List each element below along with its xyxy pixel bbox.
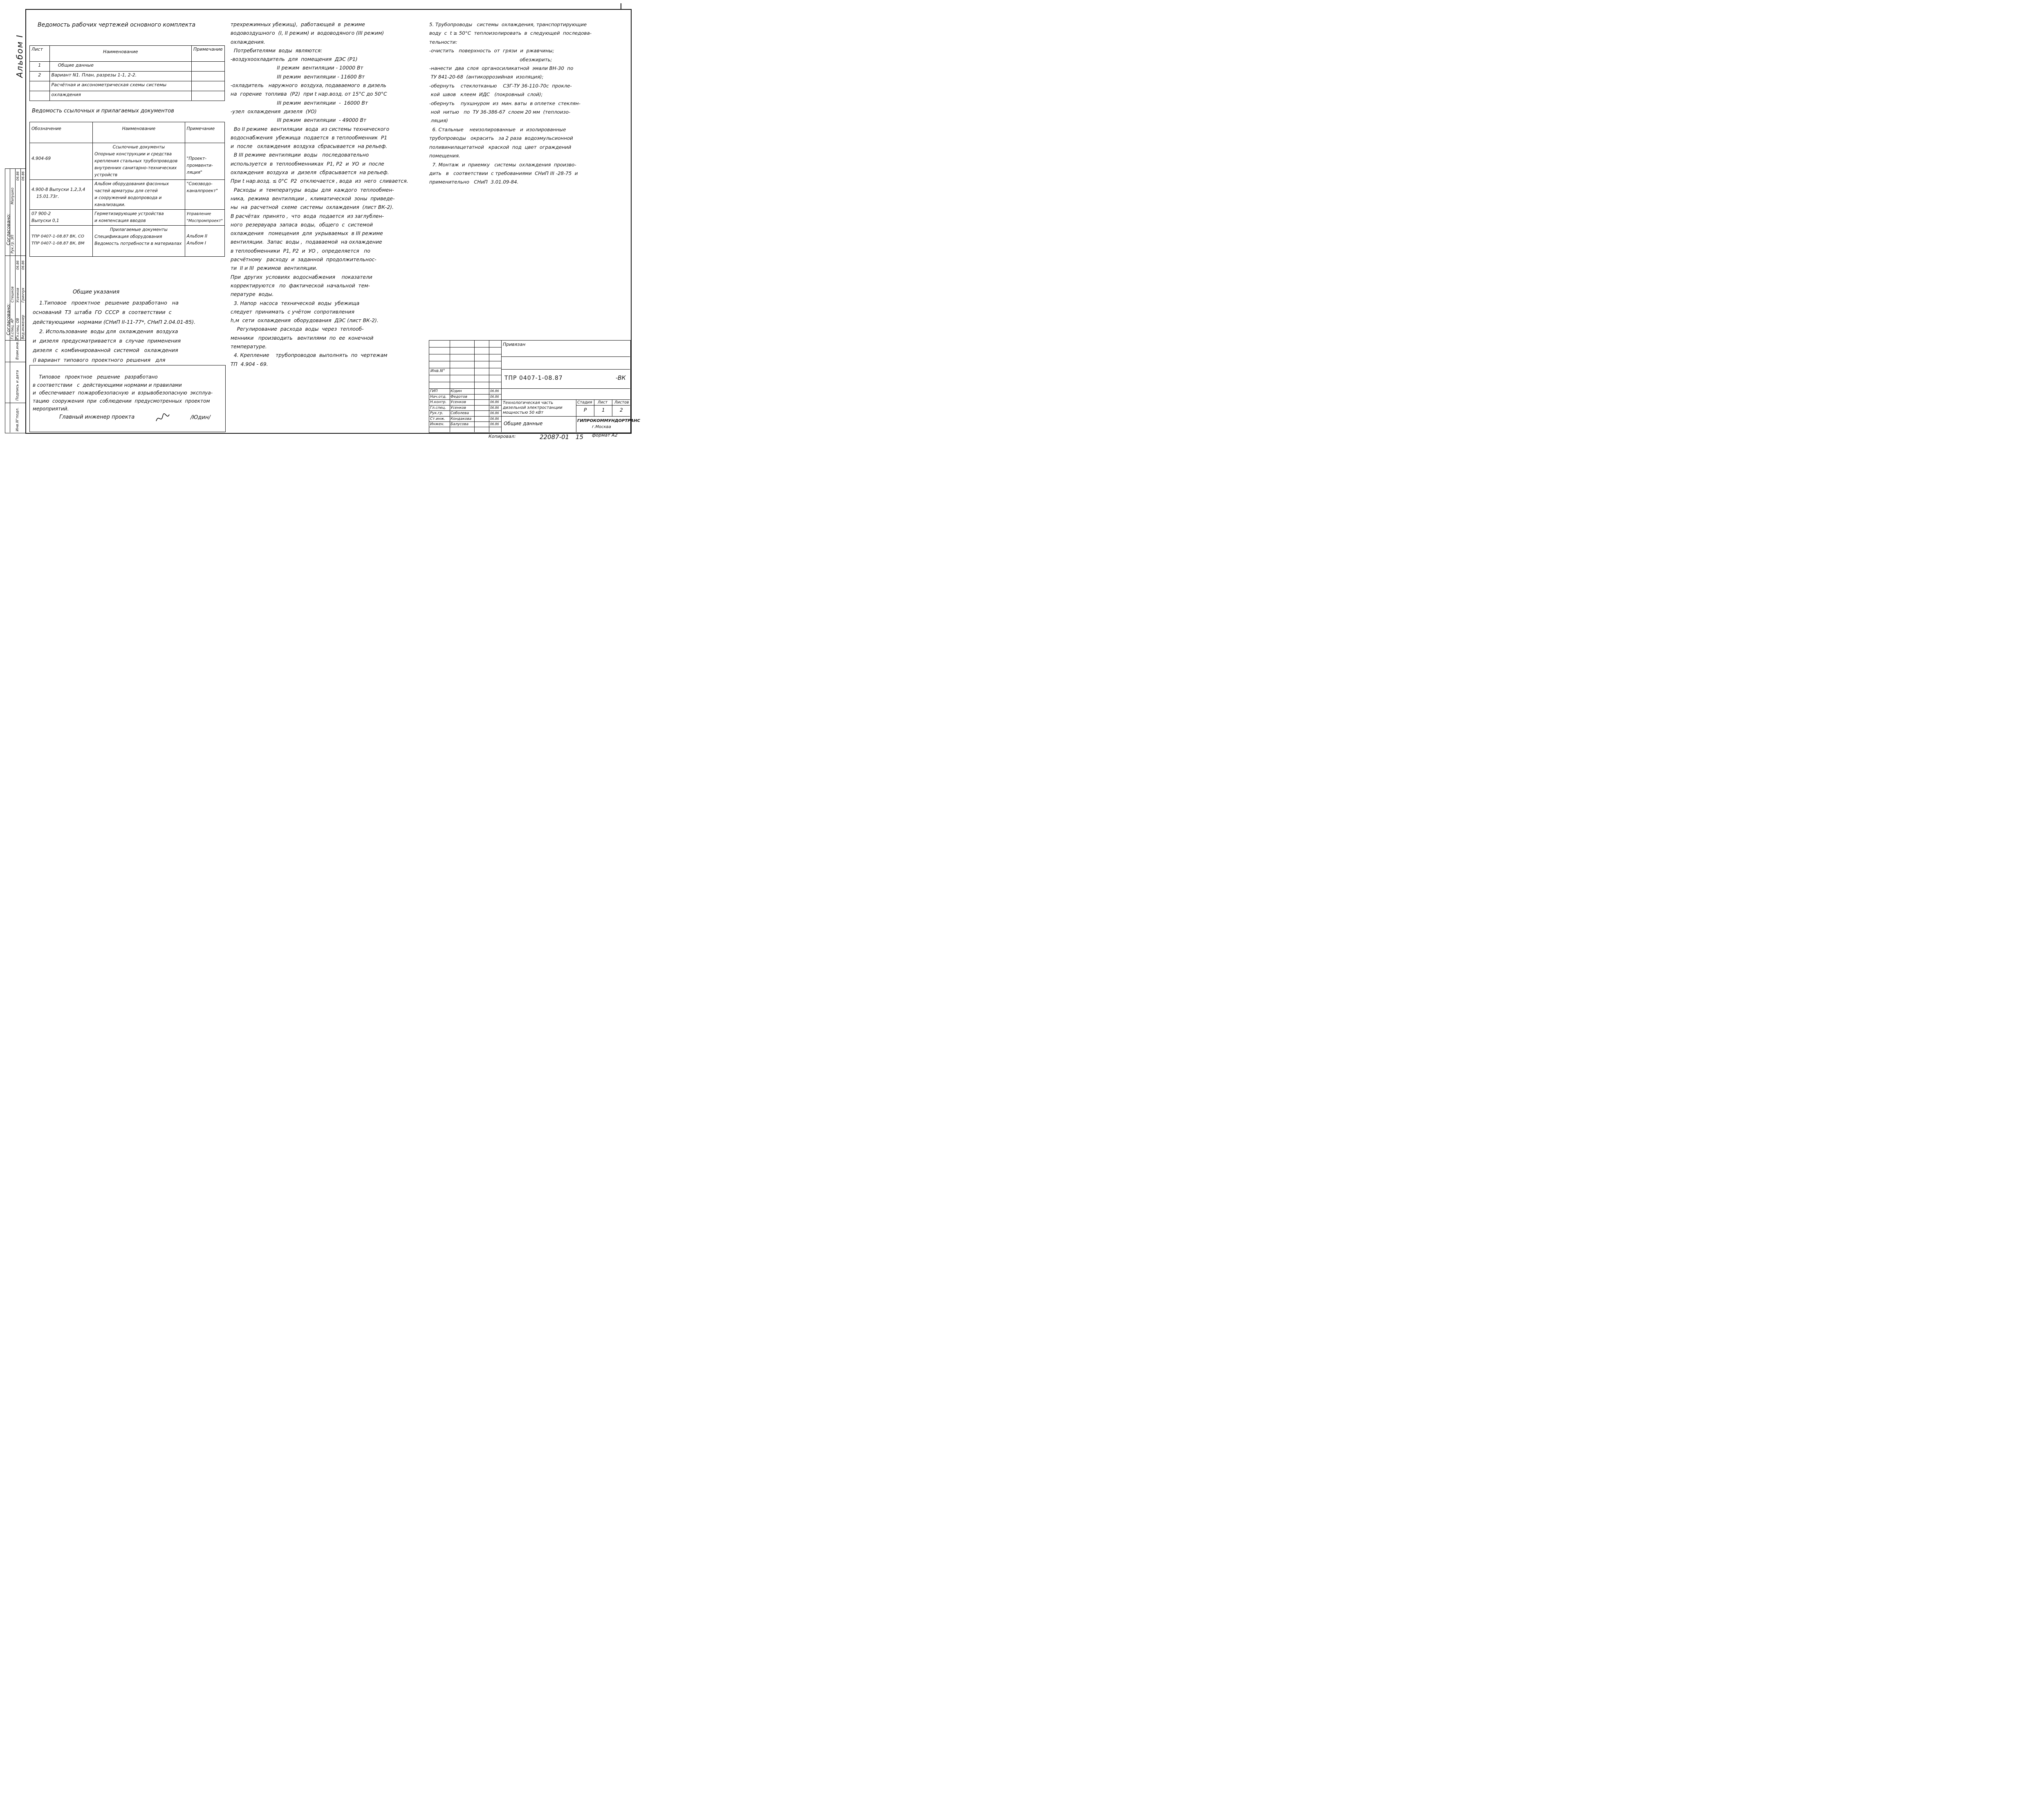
- table-row: 1 Общие данные: [30, 62, 225, 72]
- sheet-title: Общие данные: [504, 421, 543, 426]
- table-row: [30, 226, 225, 257]
- ref-note-2: "Союзводо- каналпроект": [185, 180, 224, 210]
- strip-date-2: 06.86: [21, 260, 25, 270]
- ref-code-1: 4.904-69: [30, 143, 93, 180]
- general-left-text: 1.Типовое проектное решение разработано на оснований ТЗ штаба ГО СССР в соответствии с действующими нормами (СНиП II-11-77*, СНиП 2.04.01-85). 2. Использование воды для охлаждения воздуха и дизеля предусматривается в случае применения дизеля с комбинированной системой охлаждения (I вариант типового проектного решения для: [33, 300, 196, 363]
- doc-code-suffix: -ВК: [616, 375, 626, 381]
- ref-name-3: Герметизирующие устройства и компенсация вводов: [93, 210, 185, 226]
- strip-name-3: Гринчук: [21, 287, 25, 303]
- strip-date-1: 06.86: [16, 260, 20, 270]
- chief-signature: [155, 412, 171, 426]
- project-title-3: мощностью 50 кВт: [503, 410, 544, 415]
- table-row: охлаждения: [30, 91, 225, 101]
- col-header-sheet: Лист: [30, 46, 50, 62]
- sheets-value: 2: [620, 407, 623, 413]
- general-title: Общие указания: [73, 289, 120, 295]
- agreed-label-2: Согласовано:: [6, 303, 11, 335]
- strip-inv: Взам.инв.N°: [16, 336, 20, 360]
- inv-label: Инв.N°: [430, 369, 445, 373]
- table-header: [30, 122, 225, 143]
- archive-number: 22087-01: [540, 433, 569, 441]
- note-box-text: Типовое проектное решение разработано в соответствии с действующими нормами и правилами и обеспечивает пожаробезопасную и взрывобезопасную эксплуа- тацию сооружения при соблюдении предусмотренных проектом мероприятий.: [33, 374, 213, 412]
- chief-name: /Юдин/: [191, 415, 211, 421]
- stage-value: Р: [584, 407, 587, 413]
- org-name: ГИПРОКОММУНДОРТРАНС: [577, 419, 640, 423]
- strip-role-1: Гл.спец. АР: [11, 318, 15, 339]
- strip-inv-orig: Инв.N°подл.: [16, 407, 20, 431]
- section-ref-label: Ссылочные документы: [112, 145, 165, 150]
- col-header-note: Примечание: [191, 46, 224, 62]
- col-header-code: Обозначение: [30, 122, 93, 143]
- sheets-header: Листов: [614, 400, 629, 405]
- chief-engineer-label: Главный инженер проекта: [59, 414, 135, 420]
- page-number: 15: [576, 433, 584, 441]
- drawings-list-title: Ведомость рабочих чертежей основного комплекта: [38, 22, 196, 28]
- ref-code-3: 07 900-2 Выпуски 0,1: [30, 210, 93, 226]
- references-table: [29, 122, 225, 257]
- project-title-2: дизельной электростанции: [503, 406, 563, 410]
- strip-name-4: Малушко: [11, 187, 15, 204]
- doc-code: ТПР 0407-1-08.87: [504, 375, 563, 381]
- ref-name-4: Прилагаемые документы Спецификация оборудования Ведомость потребности в материалах: [93, 226, 185, 257]
- role-gip: ГИП: [430, 389, 438, 393]
- album-label: Альбом I: [15, 34, 25, 78]
- strip-role-4: Рук.гр. ЭП: [11, 235, 15, 253]
- signature-mark: [155, 412, 171, 424]
- table-row: Расчётная и аксонометрическая схемы системы: [30, 81, 225, 91]
- ref-note-4: Альбом II Альбом I: [185, 226, 224, 257]
- copied-label: Копировал:: [489, 434, 516, 439]
- strip-sign: Подпись и дата: [16, 370, 20, 401]
- table-row: [30, 143, 225, 180]
- general-right-text: 5. Трубопроводы системы охлаждения, транспортирующие воду с t ≥ 50°С теплоизолировать в следующей последова- тельности: -очистить поверхность от грязи и ржавчины; обезжирить; -нанести два слоя органосиликатной эмали ВН-30 по ТУ 841-20-68 (антикоррозийная изоляция); -обернуть стеклотканью СЗГ-ТУ 36-110-70с прокле- кой швов клеем ИДС (покровный слой); -обернуть пухшнуром из мин. ваты в оплетке стеклян- ной нитью по ТУ 36-386-67 слоем 20 мм (теплоизо- ляция) 6. Стальные неизолированные и изолированные трубопроводы окрасить за 2 раза водоэмульсионной поливинилацетатной краской под цвет ограждений помещения. 7. Монтаж и приемку системы охлаждения произво- дить в соответствии с требованиями СНиП III -28-75 и применительно СНиП 3.01.09-84.: [429, 22, 592, 185]
- stage-header: Стадия: [577, 400, 592, 405]
- role-engineer: Инжен.: [430, 422, 445, 426]
- strip-date-3: 06.86: [16, 171, 20, 181]
- table-row: [30, 180, 225, 210]
- project-title-1: Технологическая часть: [503, 401, 554, 405]
- agreed-label-1: Согласовано:: [6, 213, 11, 245]
- drawings-table: [29, 45, 225, 101]
- section-att-label: Прилагаемые документы: [110, 227, 168, 232]
- tied-label: Привязан: [503, 342, 526, 347]
- org-city: г.Москва: [592, 425, 611, 429]
- ref-name-2: Альбом оборудования фасонных частей арматуры для сетей и сооружений водопровода и канализации.: [93, 180, 185, 210]
- format-label: формат А2: [592, 433, 618, 438]
- strip-role-2: Гл.спец. ОВ: [16, 318, 20, 339]
- ref-name-1: Ссылочные документы Опорные конструкции и средства крепления стальных трубопроводов внутренних санитарно-технических устройств: [93, 143, 185, 180]
- col-header-name: Наименование: [49, 46, 191, 62]
- general-middle-text: трехрежимных убежищ), работающей в режиме водовоздушного (I, II режим) и водоводяного (III режим) охлаждения. Потребителями воды являются: -воздухоохладитель для помещения ДЭС (Р1) II режим вентиляции - 10000 Вт III режим вентиляции - 11600 Вт -охладитель наружного воздуха, подаваемого в дизель на горение топлива (Р2) при t нар.возд. от 15°С до 50°С III режим вентиляции - 16000 Вт -узел охлаждения дизеля (УО) III режим вентиляции - 49000 Вт Во II режиме вентиляции вода из системы технического водоснабжения убежища подается в теплообменник Р1 и после охлаждения воздуха сбрасывается на рельеф. В III режиме вентиляции воды последовательно используется в теплообменниках Р1, Р2 и УО и после охлаждения воздуха и дизеля сбрасывается на рельеф. При t нар.возд. ≤ 0°С Р2 отключается , вода из него сливается. Расходы и температуры воды для каждого теплообмен- ника, режима вентиляции , климатической зоны приведе- ны на расчетной схеме системы охлаждения (лист ВК-2). В расчётах принято , что вода подается из заглублен- ного резервуара запаса воды, общего с системой охлаждения помещения для укрываемых в III режиме вентиляции. Запас воды , подаваемой на охлаждение в теплообменники Р1, Р2 и УО , определяется по расчётному расходу и заданной продолжительнос- ти II и III режимов вентиляции. При других условиях водоснабжения показатели корректируются по фактической начальной тем- пературе воды. 3. Напор насоса технической воды убежища следует принимать с учётом сопротивления h,м сети охлаждения оборудования ДЭС (лист ВК-2). Регулирование расхода воды через теплооб- менники производить вентилями по ее конечной температуре. 4. Крепление трубопроводов выполнять по чертежам ТП 4.904 - 69.: [231, 22, 408, 367]
- references-list-title: Ведомость ссылочных и прилагаемых документов: [32, 108, 174, 114]
- col-header-note: Примечание: [185, 122, 224, 143]
- table-header: [30, 46, 225, 62]
- ref-code-2: 4.900-8 Выпуски 1,2,3,4 15.01.73г.: [30, 180, 93, 210]
- strip-name-2: Усенков: [16, 288, 20, 303]
- sheet-header: Лист: [598, 400, 608, 405]
- role-chief-spec: Гл.спец.: [430, 406, 446, 410]
- col-header-name: Наименование: [93, 122, 185, 143]
- ref-code-4: ТПР 0407-1-08.87 ВК, СО ТПР 0407-1-08.87 ВК, ВМ: [30, 226, 93, 257]
- strip-role-3: Вед.инженер: [21, 315, 25, 339]
- role-head-dept: Нач.отд.: [430, 395, 447, 399]
- sheet-value: 1: [602, 407, 605, 413]
- strip-date-4: 06.86: [21, 171, 25, 181]
- ref-note-1: "Проект- промвенти- ляция": [185, 143, 224, 180]
- table-row: 2 Вариант N1. План, разрезы 1-1, 2-2.: [30, 72, 225, 81]
- role-senior-eng: Ст.инж.: [430, 417, 446, 421]
- ref-note-3: Управление "Моспромпроект": [185, 210, 224, 226]
- role-group-lead: Рук.гр.: [430, 411, 444, 415]
- role-norm-control: Н.контр.: [430, 400, 447, 404]
- table-row: [30, 210, 225, 226]
- strip-name-1: Стешков: [11, 286, 15, 303]
